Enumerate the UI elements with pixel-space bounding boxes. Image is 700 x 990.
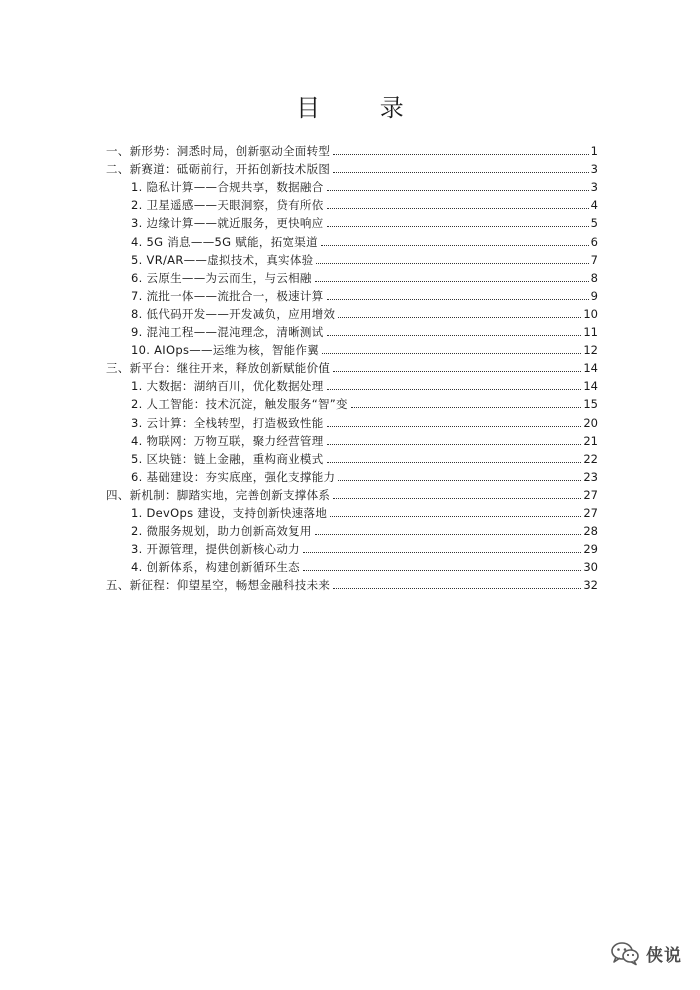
toc-entry-page-number: 10 <box>583 306 598 321</box>
toc-entry-label: 2. 卫星遥感——天眼洞察，贷有所依 <box>131 198 324 213</box>
toc-entry[interactable] <box>106 556 598 574</box>
toc-entry[interactable] <box>106 321 598 339</box>
toc-entry-label: 10. AIOps——运维为核，智能作翼 <box>131 343 320 358</box>
toc-entry[interactable] <box>106 430 598 448</box>
dot-leader <box>315 281 589 282</box>
page-title: 目 录 <box>296 94 430 122</box>
toc-entry[interactable] <box>106 249 598 267</box>
toc-entry-label: 二、新赛道：砥砺前行，开拓创新技术版图 <box>106 162 331 177</box>
toc-entry[interactable] <box>106 230 598 248</box>
dot-leader <box>327 462 582 463</box>
toc-entry-label: 2. 微服务规划，助力创新高效复用 <box>131 524 312 539</box>
dot-leader <box>321 245 589 246</box>
dot-leader <box>333 172 588 173</box>
toc-entry-page-number: 4 <box>590 198 598 213</box>
toc-entry-page-number: 29 <box>583 542 598 557</box>
toc-entry-label: 一、新形势：洞悉时局，创新驱动全面转型 <box>106 144 331 159</box>
toc-entry[interactable] <box>106 484 598 502</box>
watermark-text: 侠说 <box>646 945 682 966</box>
dot-leader <box>316 263 588 264</box>
toc-entry-page-number: 32 <box>583 578 598 593</box>
toc-entry-label: 3. 边缘计算——就近服务，更快响应 <box>131 216 324 231</box>
toc-entry[interactable] <box>106 538 598 556</box>
toc-entry-page-number: 14 <box>583 361 598 376</box>
toc-entry-label: 1. DevOps 建设，支持创新快速落地 <box>131 505 328 520</box>
toc-entry-page-number: 5 <box>590 216 598 231</box>
toc-entry[interactable] <box>106 448 598 466</box>
toc-entry[interactable] <box>106 339 598 357</box>
toc-entry[interactable] <box>106 267 598 285</box>
toc-entry-page-number: 27 <box>583 487 598 502</box>
toc-entry-page-number: 15 <box>583 397 598 412</box>
dot-leader <box>303 570 581 571</box>
toc-entry[interactable] <box>106 140 598 158</box>
toc-entry[interactable] <box>106 393 598 411</box>
dot-leader <box>327 444 582 445</box>
toc-entry-page-number: 9 <box>590 288 598 303</box>
dot-leader <box>351 407 582 408</box>
toc-entry-label: 6. 基础建设：夯实底座，强化支撑能力 <box>131 469 336 484</box>
toc-entry-page-number: 7 <box>590 252 598 267</box>
dot-leader <box>327 299 589 300</box>
toc-entry-page-number: 28 <box>583 524 598 539</box>
toc-entry-label: 4. 物联网：万物互联，聚力经营管理 <box>131 433 324 448</box>
toc-entry-page-number: 30 <box>583 560 598 575</box>
toc-entry-page-number: 20 <box>583 415 598 430</box>
toc-entry-label: 三、新平台：继往开来，释放创新赋能价值 <box>106 361 331 376</box>
toc-entry-page-number: 27 <box>583 505 598 520</box>
toc-entry-label: 4. 5G 消息——5G 赋能，拓宽渠道 <box>131 234 318 249</box>
toc-entry-label: 四、新机制：脚踏实地，完善创新支撑体系 <box>106 487 331 502</box>
toc-entry[interactable] <box>106 466 598 484</box>
dot-leader <box>327 335 582 336</box>
toc-entry-page-number: 1 <box>590 144 598 159</box>
dot-leader <box>333 154 588 155</box>
wechat-icon <box>610 940 640 966</box>
toc-entry-label: 1. 隐私计算——合规共享，数据融合 <box>131 180 324 195</box>
toc-entry-label: 2. 人工智能：技术沉淀，触发服务“智”变 <box>131 397 348 412</box>
toc-entry-page-number: 12 <box>583 343 598 358</box>
toc-entry-label: 3. 开源管理，提供创新核心动力 <box>131 542 300 557</box>
toc-entry[interactable] <box>106 375 598 393</box>
toc-entry[interactable] <box>106 502 598 520</box>
dot-leader <box>327 190 589 191</box>
toc-entry-page-number: 21 <box>583 433 598 448</box>
toc-entry-page-number: 23 <box>583 469 598 484</box>
toc-entry[interactable] <box>106 158 598 176</box>
dot-leader <box>338 480 581 481</box>
toc-entry-label: 5. 区块链：链上金融，重构商业模式 <box>131 451 324 466</box>
dot-leader <box>327 208 589 209</box>
dot-leader <box>333 371 581 372</box>
toc-entry-page-number: 6 <box>590 234 598 249</box>
toc-entry[interactable] <box>106 285 598 303</box>
toc-entry[interactable] <box>106 520 598 538</box>
dot-leader <box>338 317 581 318</box>
toc-entry[interactable] <box>106 212 598 230</box>
toc-entry[interactable] <box>106 176 598 194</box>
dot-leader <box>330 516 581 517</box>
toc-entry[interactable] <box>106 194 598 212</box>
dot-leader <box>303 552 581 553</box>
toc-entry-label: 8. 低代码开发——开发减负，应用增效 <box>131 306 336 321</box>
toc-entry[interactable] <box>106 357 598 375</box>
toc-entry-page-number: 3 <box>590 180 598 195</box>
toc-entry-label: 1. 大数据：湖纳百川，优化数据处理 <box>131 379 324 394</box>
toc-entry-page-number: 3 <box>590 162 598 177</box>
toc-entry[interactable] <box>106 574 598 592</box>
dot-leader <box>333 588 581 589</box>
toc-entry-label: 5. VR/AR——虚拟技术，真实体验 <box>131 252 314 267</box>
toc-entry-label: 五、新征程：仰望星空，畅想金融科技未来 <box>106 578 331 593</box>
dot-leader <box>315 534 582 535</box>
dot-leader <box>327 226 589 227</box>
toc-entry-label: 6. 云原生——为云而生，与云相融 <box>131 270 312 285</box>
dot-leader <box>327 426 582 427</box>
dot-leader <box>327 389 582 390</box>
dot-leader <box>333 498 581 499</box>
watermark <box>610 940 682 966</box>
toc-entry-label: 9. 混沌工程——混沌理念，清晰测试 <box>131 325 324 340</box>
toc-entry[interactable] <box>106 303 598 321</box>
dot-leader <box>322 353 581 354</box>
toc-entry-page-number: 8 <box>590 270 598 285</box>
table-of-contents <box>106 140 598 592</box>
toc-entry-page-number: 11 <box>583 325 598 340</box>
toc-entry-label: 3. 云计算：全栈转型，打造极致性能 <box>131 415 324 430</box>
toc-entry-label: 4. 创新体系，构建创新循环生态 <box>131 560 300 575</box>
toc-entry[interactable] <box>106 411 598 429</box>
toc-entry-page-number: 14 <box>583 379 598 394</box>
toc-entry-label: 7. 流批一体——流批合一，极速计算 <box>131 288 324 303</box>
toc-entry-page-number: 22 <box>583 451 598 466</box>
